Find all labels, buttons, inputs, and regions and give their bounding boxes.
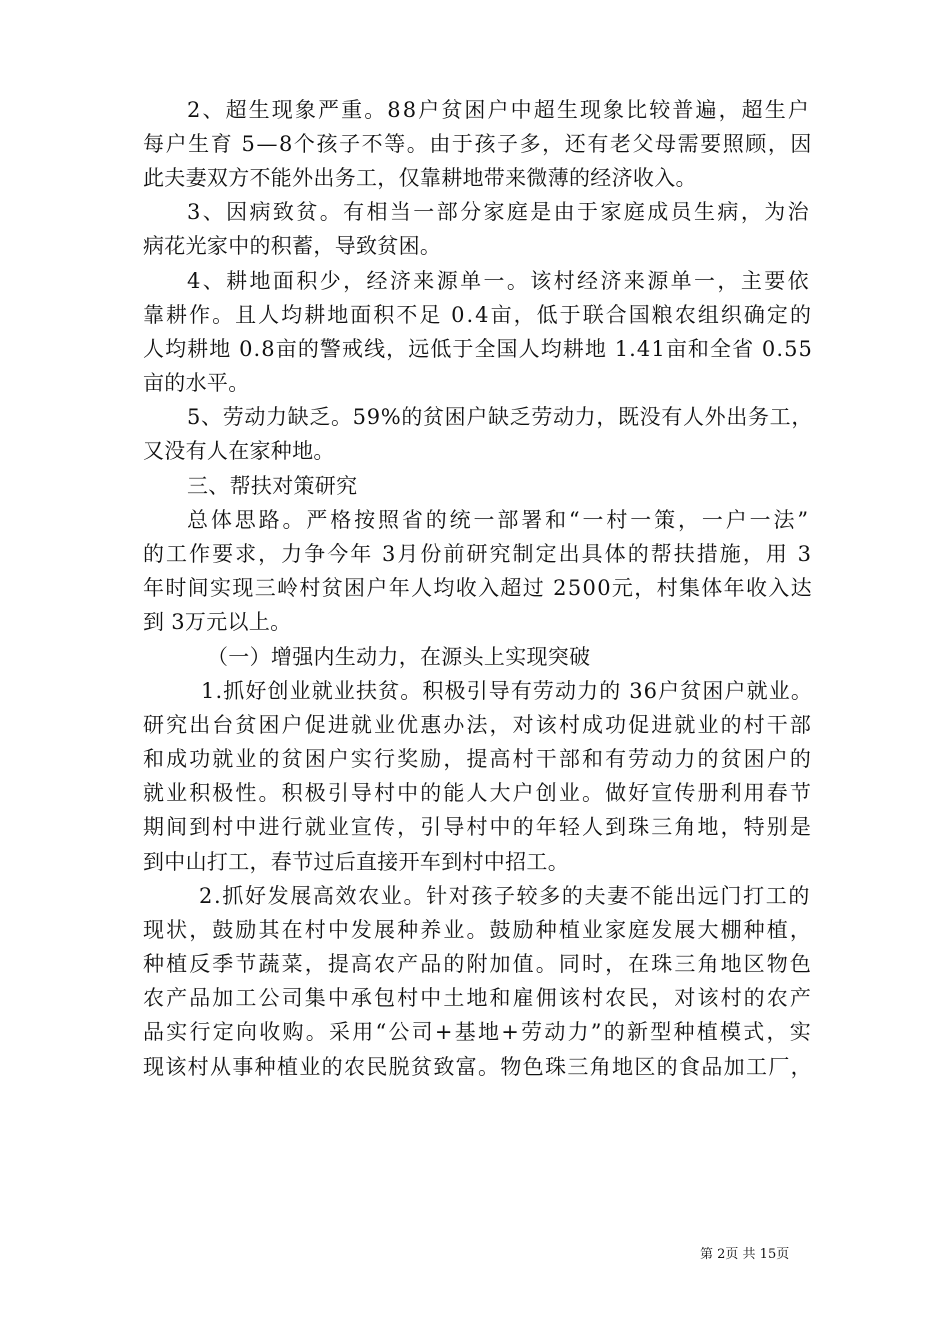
body-line: 5、劳动力缺乏。59%的贫困户缺乏劳动力，既没有人外出务工，: [187, 405, 813, 429]
body-line: 4、耕地面积少，经济来源单一。该村经济来源单一，主要依: [187, 269, 811, 293]
section-heading: 三、帮扶对策研究: [187, 474, 358, 498]
body-line: 就业积极性。积极引导村中的能人大户创业。做好宣传册利用春节: [143, 781, 813, 805]
body-line: 期间到村中进行就业宣传，引导村中的年轻人到珠三角地，特别是: [143, 815, 813, 839]
body-line: 到中山打工，春节过后直接开车到村中招工。: [143, 850, 569, 874]
page-number-label: 第 2页 共 15页: [700, 1247, 790, 1262]
body-line: 到 3万元以上。: [143, 610, 292, 634]
body-line: 亩的水平。: [143, 371, 250, 395]
page-number-footer: [700, 1247, 789, 1263]
body-line: 3、因病致贫。有相当一部分家庭是由于家庭成员生病，为治: [187, 200, 811, 224]
body-line: 总体思路。严格按照省的统一部署和“一村一策，一户一法”: [187, 508, 811, 532]
body-line: 又没有人在家种地。: [143, 439, 335, 463]
body-line: 病花光家中的积蓄，导致贫困。: [143, 234, 442, 258]
body-line: 品实行定向收购。采用“公司+基地+劳动力”的新型种植模式，实: [143, 1020, 813, 1044]
body-line: 和成功就业的贫困户实行奖励，提高村干部和有劳动力的贫困户的: [143, 747, 813, 771]
body-line: 1.抓好创业就业扶贫。积极引导有劳动力的 36户贫困户就业。: [201, 679, 813, 703]
body-line: 靠耕作。且人均耕地面积不足 0.4亩，低于联合国粮农组织确定的: [143, 303, 813, 327]
body-line: 年时间实现三岭村贫困户年人均收入超过 2500元，村集体年收入达: [143, 576, 813, 600]
body-line: 农产品加工公司集中承包村中土地和雇佣该村农民，对该村的农产: [143, 986, 813, 1010]
subsection-heading: （一）增强内生动力，在源头上实现突破: [207, 645, 591, 669]
body-line: 现状，鼓励其在村中发展种养业。鼓励种植业家庭发展大棚种植，: [143, 918, 813, 942]
body-line: 人均耕地 0.8亩的警戒线，远低于全国人均耕地 1.41亩和全省 0.55: [143, 337, 813, 361]
body-line: 种植反季节蔬菜，提高农产品的附加值。同时，在珠三角地区物色: [143, 952, 813, 976]
body-line: 此夫妻双方不能外出务工，仅靠耕地带来微薄的经济收入。: [143, 166, 697, 190]
body-line: 2.抓好发展高效农业。针对孩子较多的夫妻不能出远门打工的: [199, 884, 811, 908]
body-line: 每户生育 5—8个孩子不等。由于孩子多，还有老父母需要照顾，因: [143, 132, 813, 156]
body-line: 的工作要求，力争今年 3月份前研究制定出具体的帮扶措施，用 3: [143, 542, 813, 566]
body-line: 2、超生现象严重。88户贫困户中超生现象比较普遍，超生户: [187, 98, 811, 122]
body-line: 现该村从事种植业的农民脱贫致富。物色珠三角地区的食品加工厂，: [143, 1055, 813, 1079]
body-line: 研究出台贫困户促进就业优惠办法，对该村成功促进就业的村干部: [143, 713, 813, 737]
